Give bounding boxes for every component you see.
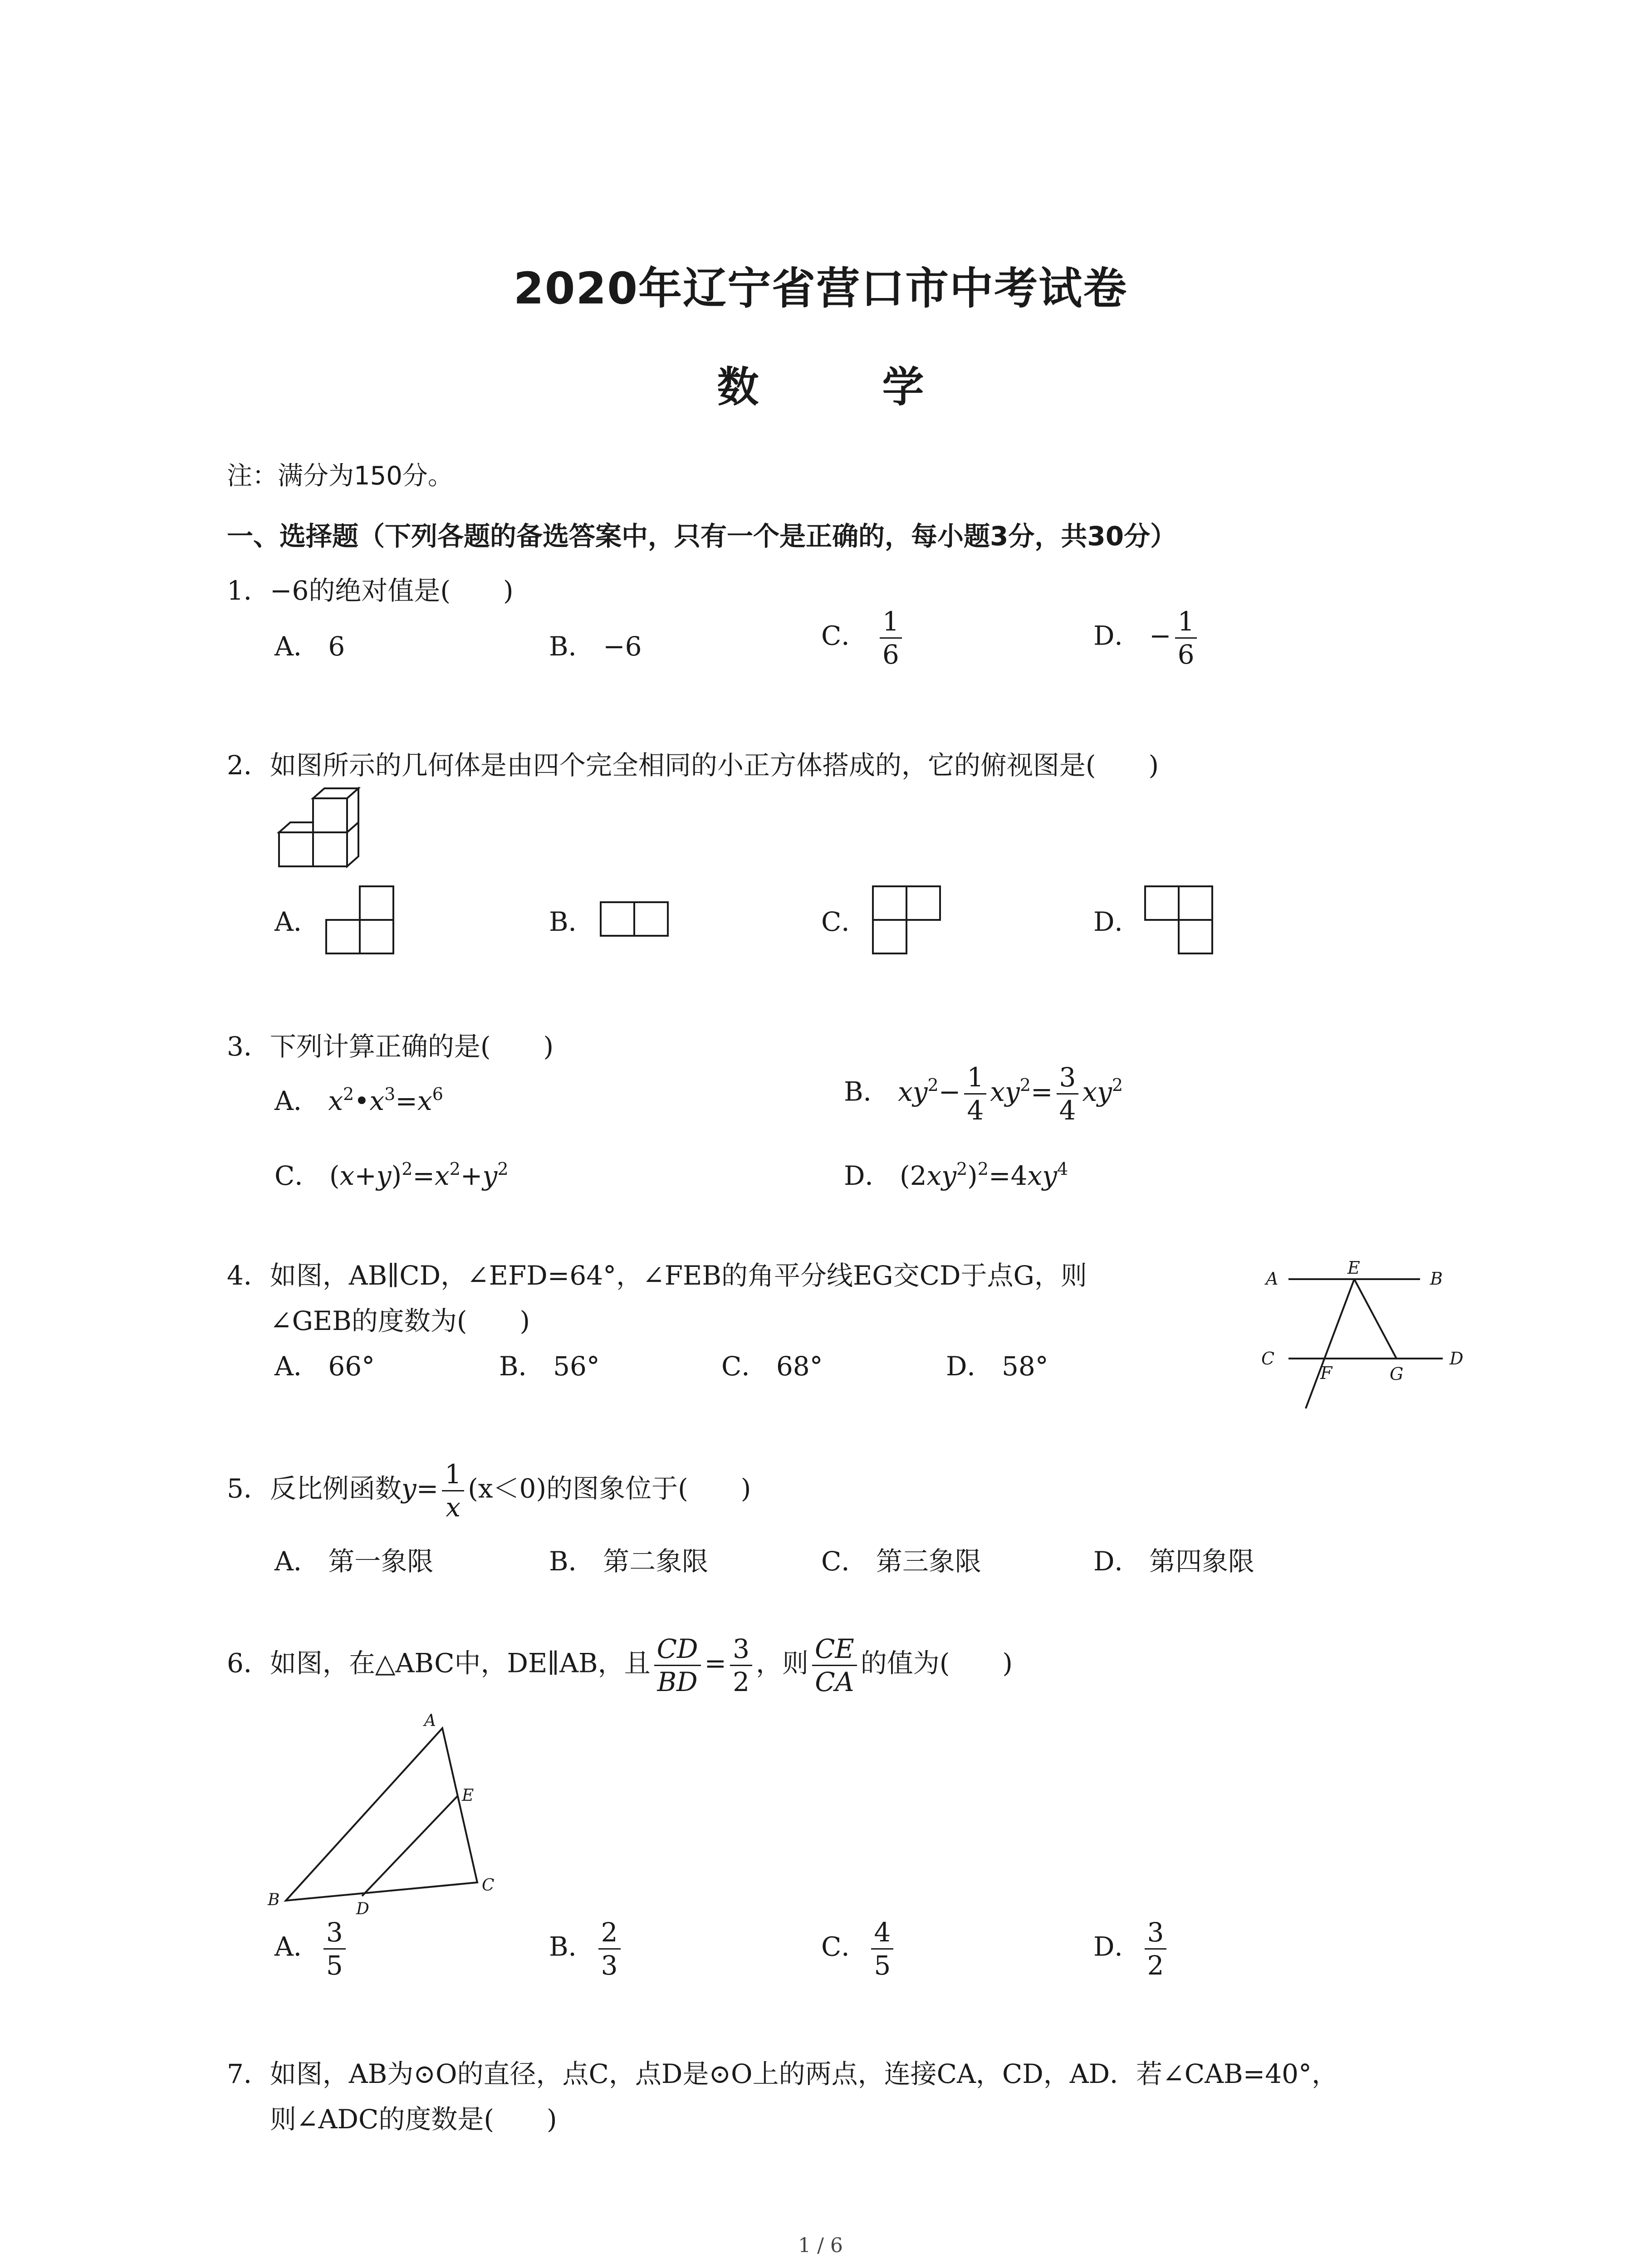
q4-option-b <box>499 1345 600 1383</box>
option-label: A． <box>274 631 320 662</box>
label-C: C <box>1261 1349 1275 1369</box>
page-title: 2020年辽宁省营口市中考试卷 <box>513 263 1128 314</box>
q2-solid-figure <box>270 785 370 880</box>
option-label: C． <box>821 1546 868 1577</box>
option-value: 第一象限 <box>328 1546 434 1577</box>
option-value: 第二象限 <box>603 1546 709 1577</box>
q5-option-c <box>821 1540 981 1578</box>
question-3-stem: 3．下列计算正确的是( ) <box>227 1031 554 1062</box>
question-4-stem-line2: ∠GEB的度数为( ) <box>270 1305 530 1336</box>
option-label: B． <box>844 1076 890 1107</box>
option-label: A． <box>274 1546 320 1577</box>
label-B: B <box>1430 1269 1443 1289</box>
question-4-stem-line1: 4．如图，AB∥CD，∠EFD=64°，∠FEB的角平分线EG交CD于点G，则 <box>227 1260 1087 1291</box>
q2-option-b-figure <box>599 900 671 941</box>
stem-text: 5．反比例函数 <box>227 1473 402 1504</box>
q6-option-c <box>821 1916 897 1981</box>
option-label: B． <box>499 1351 545 1382</box>
label-E: E <box>1347 1258 1360 1278</box>
stem-text: ，则 <box>756 1647 809 1679</box>
q2-option-b-label: B． <box>549 906 595 937</box>
q6-option-d <box>1093 1916 1170 1981</box>
label-B: B <box>268 1891 280 1909</box>
label-E: E <box>462 1786 474 1805</box>
option-label: C． <box>821 1931 868 1962</box>
section-heading: 一、选择题（下列各题的备选答案中，只有一个是正确的，每小题3分，共30分） <box>227 521 1177 552</box>
fraction: $\frac{3}{5}$ <box>323 1916 346 1981</box>
stem-text: 6．如图，在△ABC中，DE∥AB，且 <box>227 1647 651 1679</box>
label-D: D <box>356 1900 369 1918</box>
q2-option-d-label: D． <box>1093 906 1141 937</box>
question-7-stem-line2: 则∠ADC的度数是( ) <box>270 2104 557 2135</box>
fraction: $\frac{1}{x}$ <box>442 1458 464 1523</box>
fraction: $\frac{2}{3}$ <box>598 1916 621 1981</box>
option-value: 第四象限 <box>1149 1546 1254 1577</box>
stem-text: (x＜0)的图象位于( ) <box>468 1473 751 1504</box>
option-value: 58° <box>1001 1351 1048 1382</box>
label-G: G <box>1390 1364 1404 1384</box>
q5-option-d <box>1093 1540 1254 1578</box>
q4-option-c <box>721 1345 823 1383</box>
question-2-stem: 2．如图所示的几何体是由四个完全相同的小正方体搭成的，它的俯视图是( ) <box>227 750 1159 781</box>
q4-figure <box>1261 1247 1465 1420</box>
equals-sign: = <box>704 1647 727 1679</box>
q6-option-a <box>274 1916 349 1981</box>
q2-option-c-label: C． <box>821 906 868 937</box>
question-1-stem: 1．−6的绝对值是( ) <box>227 575 514 606</box>
option-label: D． <box>1093 1546 1141 1577</box>
option-label: A． <box>274 1085 320 1116</box>
q4-option-a <box>274 1345 375 1383</box>
option-value: 56° <box>553 1351 600 1382</box>
score-note: 注：满分为150分。 <box>227 461 453 491</box>
q3-option-b <box>844 1061 1123 1126</box>
option-expression: $xy^2-$ $\frac{1}{4}$ $xy^2=$ $\frac{3}{4}$ $xy^2$ <box>898 1062 1123 1126</box>
option-label: B． <box>549 1931 595 1962</box>
q2-option-a-label: A． <box>274 906 320 937</box>
q5-option-b <box>549 1540 708 1578</box>
option-label: C． <box>821 620 868 651</box>
q2-option-c-figure <box>871 885 944 957</box>
q6-option-b <box>549 1916 624 1981</box>
option-expression: $(x+y)^2=x^2+y^2$ <box>329 1159 509 1191</box>
option-label: A． <box>274 1351 320 1382</box>
option-label: D． <box>1093 620 1141 651</box>
q2-option-d-figure <box>1143 885 1216 957</box>
question-6-stem <box>227 1633 1013 1698</box>
question-5-stem: 5．反比例函数y= $\frac{1}{x}$ (x＜0)的图象位于( ) <box>227 1459 751 1523</box>
option-label: C． <box>721 1351 768 1382</box>
option-label: B． <box>549 631 595 662</box>
option-expression: $(2xy^2)^2=4xy^4$ <box>899 1159 1068 1191</box>
fraction: $\frac{CD}{BD}$ <box>654 1633 701 1698</box>
option-label: A． <box>274 1931 320 1962</box>
option-expression: $x^2•x^3=x^6$ <box>328 1084 443 1116</box>
minus-sign: − <box>1149 620 1171 651</box>
q2-option-a-figure <box>324 885 397 957</box>
label-A: A <box>1266 1269 1279 1289</box>
question-7-stem-line1: 7．如图，AB为⊙O的直径，点C，点D是⊙O上的两点，连接CA，CD，AD．若∠CAB=40°， <box>227 2058 1338 2089</box>
fraction: $\frac{1}{6}$ <box>1175 606 1197 670</box>
option-label: C． <box>274 1160 321 1191</box>
fraction: $\frac{3}{2}$ <box>730 1633 752 1698</box>
q1-option-d <box>1093 606 1200 670</box>
fraction: $\frac{4}{5}$ <box>871 1916 893 1981</box>
option-value: 第三象限 <box>876 1546 981 1577</box>
option-value: 6 <box>328 631 345 662</box>
option-label: D． <box>946 1351 994 1382</box>
page-number: 1 / 6 <box>798 2234 843 2257</box>
q1-option-b <box>549 625 642 663</box>
q4-option-d <box>946 1345 1048 1383</box>
stem-text: 的值为( ) <box>860 1647 1013 1679</box>
q3-option-a <box>274 1080 443 1118</box>
q5-option-a <box>274 1540 433 1578</box>
option-value: −6 <box>603 631 642 662</box>
fraction: $\frac{3}{2}$ <box>1145 1916 1167 1981</box>
option-value: 68° <box>776 1351 823 1382</box>
label-F: F <box>1320 1363 1332 1383</box>
option-label: D． <box>844 1160 892 1191</box>
label-A: A <box>424 1711 436 1730</box>
fraction: $\frac{CE}{CA}$ <box>812 1633 857 1698</box>
option-label: D． <box>1093 1931 1141 1962</box>
q3-option-d <box>844 1154 1068 1193</box>
label-D: D <box>1450 1349 1464 1369</box>
fraction: $\frac{1}{6}$ <box>880 606 902 670</box>
q3-option-c <box>274 1154 509 1193</box>
q1-option-c <box>821 606 906 670</box>
option-value: 66° <box>328 1351 375 1382</box>
label-C: C <box>482 1876 495 1895</box>
subject-title: 数 学 <box>717 363 979 411</box>
option-label: B． <box>549 1546 595 1577</box>
q6-figure <box>263 1710 517 1919</box>
q1-option-a <box>274 625 345 663</box>
